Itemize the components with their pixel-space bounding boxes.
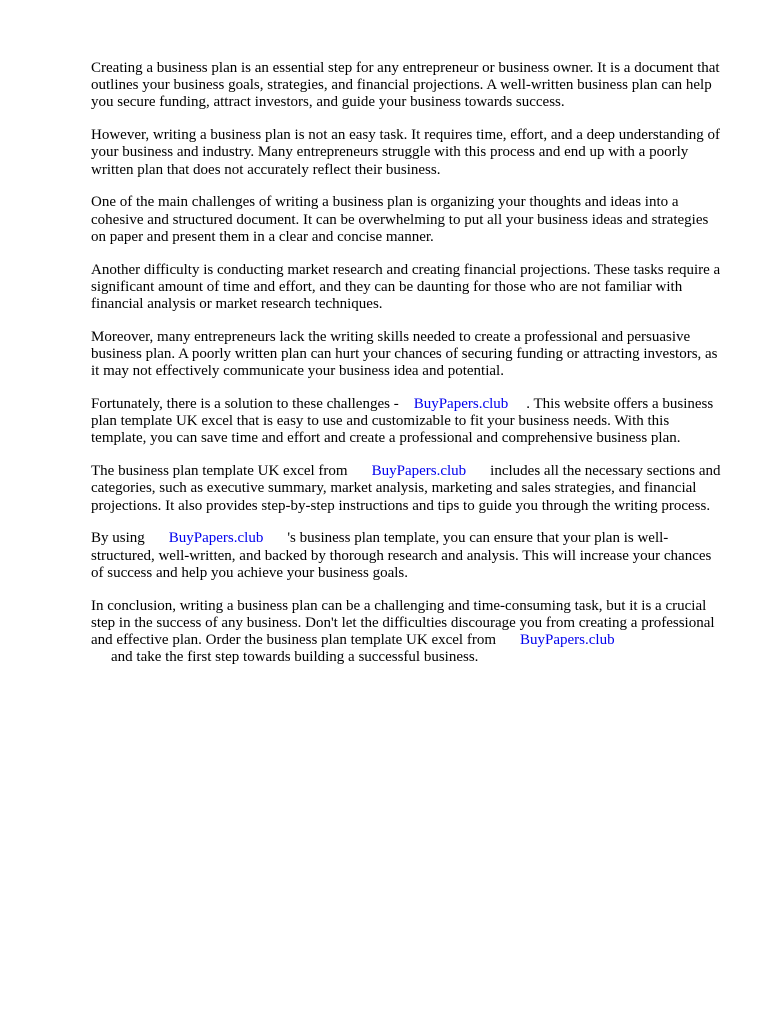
paragraph-solution [91, 396, 721, 448]
paragraph-intro: Creating a business plan is an essential step for any entrepreneur or business owner. It is a document that outlines your business goals, strategies, and financial projections. A well-written business plan can help you secure funding, attract investors, and guide your business towards success. [91, 60, 720, 111]
paragraph-text: 's business plan template, you can ensure that your plan is well-structured, well-written, and backed by thorough research and analysis. This will increase your chances of success and help you achieve your business goals. [91, 530, 712, 581]
paragraph-template [91, 463, 721, 515]
buypapers-link[interactable]: BuyPapers.club [371, 463, 467, 480]
paragraph-text: The business plan template UK excel from [91, 463, 348, 480]
paragraph-text: Fortunately, there is a solution to these challenges - [91, 396, 399, 413]
paragraph-text: and take the first step towards building a successful business. [111, 649, 479, 666]
paragraph-conclusion [91, 598, 721, 667]
document-body [91, 60, 721, 682]
paragraph-organizing: One of the main challenges of writing a business plan is organizing your thoughts and ideas into a cohesive and structured document. It can be overwhelming to put all your business ideas and strategies on paper and present them in a clear and concise manner. [91, 194, 709, 245]
buypapers-link[interactable]: BuyPapers.club [413, 396, 509, 413]
paragraph-text: By using [91, 530, 145, 547]
paragraph-difficulty: However, writing a business plan is not an easy task. It requires time, effort, and a deep understanding of your business and industry. Many entrepreneurs struggle with this process and end up with a poorly written plan that does not accurately reflect their business. [91, 127, 720, 178]
buypapers-link[interactable]: BuyPapers.club [168, 530, 264, 547]
paragraph-research: Another difficulty is conducting market research and creating financial projections. These tasks require a significant amount of time and effort, and they can be daunting for those who are not familiar with financial analysis or market research techniques. [91, 261, 721, 313]
paragraph-using [91, 530, 721, 582]
buypapers-link[interactable]: BuyPapers.club [520, 632, 615, 649]
paragraph-text: In conclusion, writing a business plan can be a challenging and time-consuming task, but it is a crucial step in the success of any business. Don't let the difficulties discourage you from creating a professional and effective plan. Order the business plan template UK excel from [91, 597, 715, 649]
paragraph-writing-skills: Moreover, many entrepreneurs lack the writing skills needed to create a professional and persuasive business plan. A poorly written plan can hurt your chances of securing funding or attracting investors, as it may not effectively communicate your business idea and potential. [91, 328, 718, 380]
paragraph-text: . This website offers a business plan template UK excel that is easy to use and customizable to fit your business needs. With this template, you can save time and effort and create a professional and comprehensive business plan. [91, 396, 714, 447]
paragraph-text: includes all the necessary sections and categories, such as executive summary, market analysis, marketing and sales strategies, and financial projections. It also provides step-by-step instructions and tips to guide you through the writing process. [91, 463, 721, 514]
